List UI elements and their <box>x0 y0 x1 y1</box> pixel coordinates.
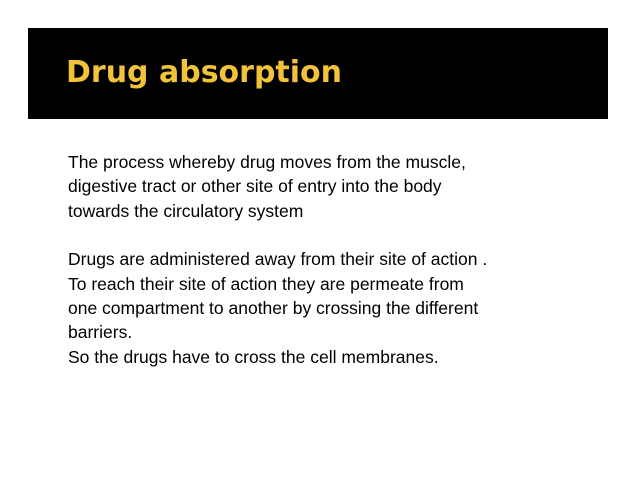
text-line: one compartment to another by crossing the different <box>68 298 479 319</box>
paragraph-definition <box>68 150 588 223</box>
text-line: barriers. <box>68 322 133 343</box>
text-line: So the drugs have to cross the cell membranes. <box>68 346 439 367</box>
text-line: digestive tract or other site of entry into the body <box>68 176 442 197</box>
text-line: To reach their site of action they are permeate from <box>68 273 464 294</box>
title-bar <box>28 28 608 119</box>
text-line: Drugs are administered away from their site of action . <box>68 249 488 270</box>
slide-title: Drug absorption <box>66 55 343 90</box>
text-line: The process whereby drug moves from the muscle, <box>68 152 466 172</box>
text-line: towards the circulatory system <box>68 200 304 221</box>
slide-body <box>68 150 588 369</box>
paragraph-explanation <box>68 247 588 369</box>
